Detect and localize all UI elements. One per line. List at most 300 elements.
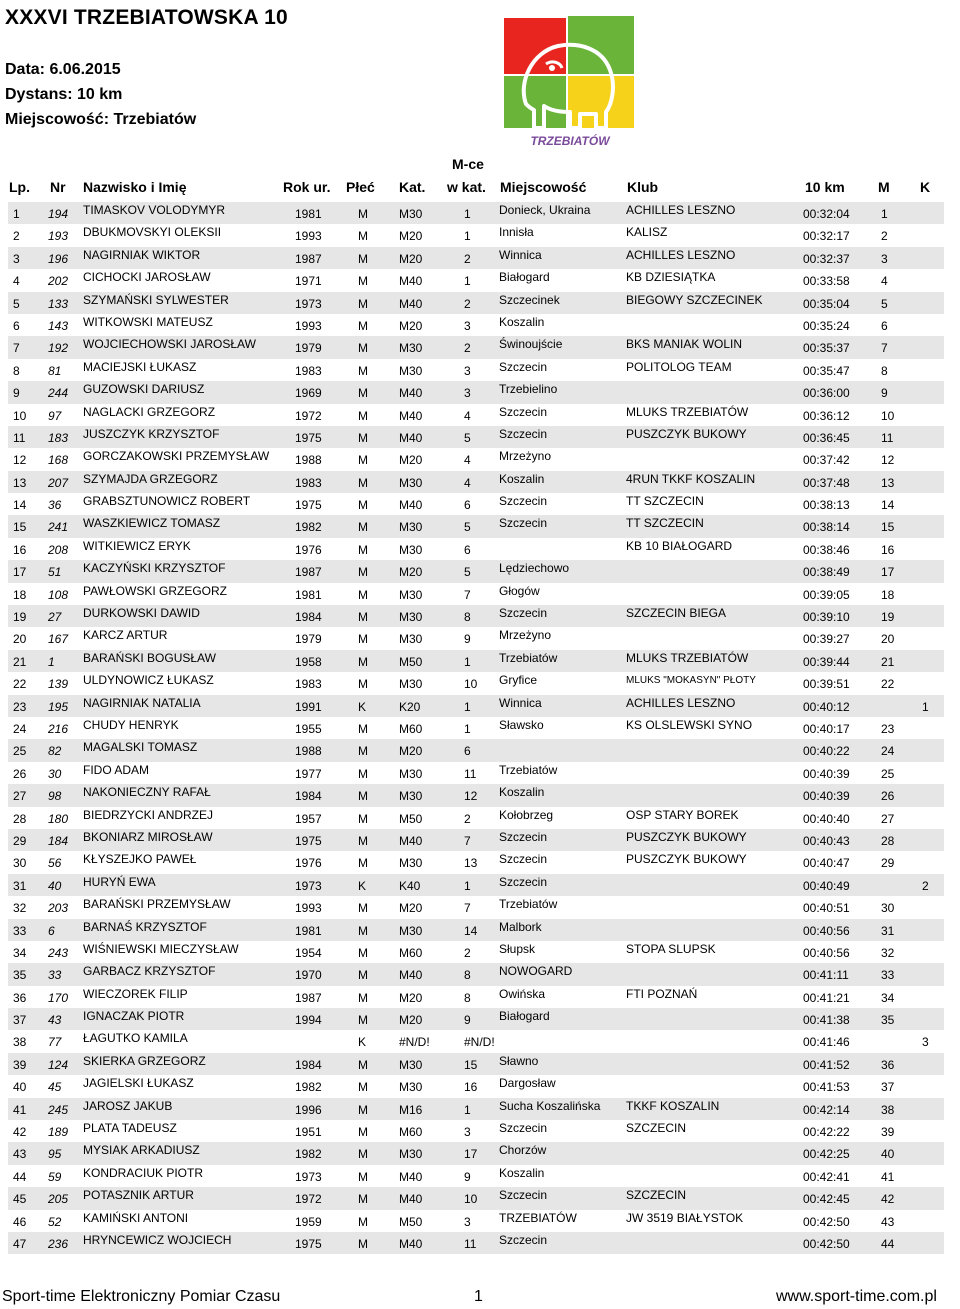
row-position: 6 <box>13 318 20 333</box>
row-position: 32 <box>13 901 27 916</box>
row-time: 00:40:39 <box>803 766 850 781</box>
row-name: PAWŁOWSKI GRZEGORZ <box>83 583 228 598</box>
row-city: Dargosław <box>499 1076 556 1091</box>
table-row <box>0 627 960 649</box>
table-row <box>0 896 960 918</box>
row-birth-year: 1955 <box>295 721 322 736</box>
row-birth-year: 1984 <box>295 610 322 625</box>
row-club: KB 10 BIAŁOGARD <box>626 538 733 553</box>
row-bib: 108 <box>48 587 69 602</box>
row-position: 34 <box>13 945 27 960</box>
row-city: Trzebielino <box>499 382 558 397</box>
row-sex: M <box>358 386 368 401</box>
row-name: ŁAGUTKO KAMILA <box>83 1031 188 1046</box>
table-row <box>0 1098 960 1120</box>
row-place-m: 12 <box>881 453 895 468</box>
row-birth-year: 1982 <box>295 1080 322 1095</box>
row-category: M40 <box>399 386 423 401</box>
row-category: M30 <box>399 542 423 557</box>
row-bib: 193 <box>48 229 69 244</box>
footer-page-number: 1 <box>474 1288 483 1305</box>
row-place-m: 18 <box>881 587 895 602</box>
table-row <box>0 807 960 829</box>
row-name: KONDRACIUK PIOTR <box>83 1165 204 1180</box>
row-club: MLUKS TRZEBIATÓW <box>626 650 749 665</box>
row-category-place: 4 <box>464 408 471 423</box>
row-place-m: 36 <box>881 1057 895 1072</box>
row-name: MYSIAK ARKADIUSZ <box>83 1143 200 1158</box>
row-position: 33 <box>13 923 27 938</box>
row-sex: M <box>358 430 368 445</box>
row-bib: 45 <box>48 1080 62 1095</box>
row-category: M30 <box>399 766 423 781</box>
row-birth-year: 1979 <box>295 632 322 647</box>
row-bib: 6 <box>48 923 55 938</box>
row-sex: K <box>358 1035 367 1050</box>
row-club: TKKF KOSZALIN <box>626 1098 720 1113</box>
table-row <box>0 269 960 291</box>
row-category: M16 <box>399 1102 423 1117</box>
row-place-m: 6 <box>881 318 888 333</box>
row-sex: K <box>358 878 367 893</box>
row-position: 27 <box>13 789 27 804</box>
row-birth-year: 1993 <box>295 229 322 244</box>
row-time: 00:42:25 <box>803 1147 850 1162</box>
row-sex: M <box>358 520 368 535</box>
row-time: 00:41:52 <box>803 1057 850 1072</box>
row-place-m: 30 <box>881 901 895 916</box>
row-bib: 216 <box>48 721 69 736</box>
row-place-m: 19 <box>881 610 895 625</box>
row-club: SZCZECIN <box>626 1188 686 1203</box>
row-bib: 95 <box>48 1147 62 1162</box>
row-category: M30 <box>399 1057 423 1072</box>
row-category-place: 17 <box>464 1147 478 1162</box>
row-birth-year: 1958 <box>295 654 322 669</box>
row-bib: 82 <box>48 744 62 759</box>
table-row <box>0 583 960 605</box>
row-position: 35 <box>13 968 27 983</box>
row-name: JAROSZ JAKUB <box>83 1098 173 1113</box>
row-place-m: 28 <box>881 833 895 848</box>
row-place-k: 3 <box>922 1035 929 1050</box>
row-club: POLITOLOG TEAM <box>626 359 732 374</box>
row-name: KARCZ ARTUR <box>83 628 168 643</box>
row-club: STOPA SLUPSK <box>626 941 716 956</box>
row-time: 00:41:53 <box>803 1080 850 1095</box>
row-birth-year: 1996 <box>295 1102 322 1117</box>
row-sex: M <box>358 856 368 871</box>
row-name: GORCZAKOWSKI PRZEMYSŁAW <box>83 449 270 464</box>
row-time: 00:33:58 <box>803 274 850 289</box>
row-category-place: 3 <box>464 386 471 401</box>
row-category: M20 <box>399 565 423 580</box>
row-category: M40 <box>399 1192 423 1207</box>
row-birth-year: 1987 <box>295 565 322 580</box>
row-category-place: 3 <box>464 1125 471 1140</box>
row-city: Donieck, Ukraina <box>499 203 591 217</box>
row-birth-year: 1973 <box>295 1169 322 1184</box>
row-category: M30 <box>399 923 423 938</box>
row-bib: 205 <box>48 1192 69 1207</box>
row-club: PUSZCZYK BUKOWY <box>626 426 747 441</box>
row-category-place: 6 <box>464 744 471 759</box>
table-row <box>0 426 960 448</box>
row-category: M40 <box>399 1236 423 1251</box>
row-sex: M <box>358 475 368 490</box>
row-category: M40 <box>399 430 423 445</box>
row-sex: M <box>358 1013 368 1028</box>
row-sex: M <box>358 318 368 333</box>
row-birth-year: 1991 <box>295 699 322 714</box>
row-time: 00:35:47 <box>803 363 850 378</box>
row-position: 13 <box>13 475 27 490</box>
row-birth-year: 1976 <box>295 542 322 557</box>
row-time: 00:36:45 <box>803 430 850 445</box>
row-birth-year: 1977 <box>295 766 322 781</box>
row-category: M20 <box>399 229 423 244</box>
row-bib: 77 <box>48 1035 62 1050</box>
row-category: M30 <box>399 475 423 490</box>
row-position: 45 <box>13 1192 27 1207</box>
row-category: M50 <box>399 654 423 669</box>
row-club: 4RUN TKKF KOSZALIN <box>626 471 756 486</box>
row-place-m: 31 <box>881 923 895 938</box>
row-category-place: 14 <box>464 923 478 938</box>
row-bib: 207 <box>48 475 69 490</box>
row-time: 00:32:37 <box>803 251 850 266</box>
row-club: KS OLSLEWSKI SYNO <box>626 717 753 732</box>
row-time: 00:42:50 <box>803 1214 850 1229</box>
row-sex: M <box>358 1057 368 1072</box>
row-category: M40 <box>399 296 423 311</box>
row-bib: 124 <box>48 1057 69 1072</box>
row-bib: 202 <box>48 274 69 289</box>
row-position: 5 <box>13 296 20 311</box>
row-sex: M <box>358 587 368 602</box>
row-place-m: 1 <box>881 207 888 221</box>
row-place-m: 32 <box>881 945 895 960</box>
row-position: 10 <box>13 408 27 423</box>
row-name: BARAŃSKI BOGUSŁAW <box>83 650 216 665</box>
row-city: Malbork <box>499 919 542 934</box>
row-birth-year: 1984 <box>295 1057 322 1072</box>
row-birth-year: 1981 <box>295 923 322 938</box>
row-sex: M <box>358 744 368 759</box>
row-sex: M <box>358 632 368 647</box>
row-position: 38 <box>13 1035 27 1050</box>
row-category-place: 1 <box>464 229 471 244</box>
row-name: CHUDY HENRYK <box>83 717 179 732</box>
row-birth-year: 1973 <box>295 878 322 893</box>
row-name: WIECZOREK FILIP <box>83 986 188 1001</box>
row-time: 00:35:04 <box>803 296 850 311</box>
table-row <box>0 695 960 717</box>
row-place-m: 38 <box>881 1102 895 1117</box>
row-time: 00:40:12 <box>803 699 850 714</box>
row-bib: 184 <box>48 833 69 848</box>
row-time: 00:37:48 <box>803 475 850 490</box>
row-name: JUSZCZYK KRZYSZTOF <box>83 426 220 441</box>
row-position: 4 <box>13 274 20 289</box>
row-club: SZCZECIN BIEGA <box>626 606 727 621</box>
row-sex: M <box>358 1125 368 1140</box>
row-place-m: 27 <box>881 811 895 826</box>
row-sex: M <box>358 1080 368 1095</box>
row-city: Szczecin <box>499 829 548 844</box>
row-name: GUZOWSKI DARIUSZ <box>83 382 205 397</box>
row-time: 00:38:13 <box>803 498 850 513</box>
row-sex: M <box>358 296 368 311</box>
row-name: SKIERKA GRZEGORZ <box>83 1053 206 1068</box>
row-category: M30 <box>399 520 423 535</box>
row-place-m: 34 <box>881 990 895 1005</box>
row-name: NAGLACKI GRZEGORZ <box>83 404 216 419</box>
row-position: 2 <box>13 229 20 244</box>
row-time: 00:40:51 <box>803 901 850 916</box>
table-row <box>0 471 960 493</box>
trzebiatow-logo <box>498 12 642 152</box>
row-time: 00:39:51 <box>803 677 850 692</box>
row-time: 00:40:17 <box>803 721 850 736</box>
row-time: 00:40:22 <box>803 744 850 759</box>
row-bib: 189 <box>48 1125 69 1140</box>
row-category-place: 11 <box>464 766 477 781</box>
row-city: Szczecin <box>499 404 548 419</box>
row-position: 17 <box>13 565 27 580</box>
row-club: FTI POZNAŃ <box>626 986 698 1001</box>
col-year: Rok ur. <box>283 179 331 195</box>
table-row <box>0 448 960 470</box>
row-sex: M <box>358 341 368 356</box>
row-bib: 97 <box>48 408 62 423</box>
row-bib: 236 <box>48 1236 69 1251</box>
row-name: NAGIRNIAK NATALIA <box>83 695 201 710</box>
row-position: 41 <box>13 1102 27 1117</box>
row-category: M30 <box>399 856 423 871</box>
row-time: 00:39:44 <box>803 654 850 669</box>
row-city: TRZEBIATÓW <box>499 1210 577 1225</box>
row-position: 18 <box>13 587 27 602</box>
row-birth-year: 1984 <box>295 789 322 804</box>
table-row <box>0 1142 960 1164</box>
row-sex: M <box>358 229 368 244</box>
row-category-place: 1 <box>464 1102 471 1117</box>
row-position: 21 <box>13 654 27 669</box>
table-row <box>0 829 960 851</box>
row-birth-year: 1975 <box>295 498 322 513</box>
row-category: M30 <box>399 363 423 378</box>
table-row <box>0 1075 960 1097</box>
row-category: M40 <box>399 408 423 423</box>
row-time: 00:38:46 <box>803 542 850 557</box>
row-name: KŁYSZEJKO PAWEŁ <box>83 852 197 867</box>
row-city: Koszalin <box>499 1165 545 1180</box>
row-sex: M <box>358 677 368 692</box>
row-time: 00:35:24 <box>803 318 850 333</box>
row-position: 24 <box>13 721 27 736</box>
table-row <box>0 381 960 403</box>
row-category: M60 <box>399 721 423 736</box>
row-category: M30 <box>399 677 423 692</box>
row-place-m: 43 <box>881 1214 895 1229</box>
row-birth-year: 1983 <box>295 475 322 490</box>
row-place-m: 8 <box>881 363 888 378</box>
row-position: 47 <box>13 1236 27 1251</box>
row-position: 37 <box>13 1013 27 1028</box>
row-city: Białogard <box>499 1009 550 1024</box>
row-name: JAGIELSKI ŁUKASZ <box>83 1076 194 1091</box>
row-place-m: 17 <box>881 565 895 580</box>
row-category: K20 <box>399 699 421 714</box>
row-birth-year: 1979 <box>295 341 322 356</box>
row-bib: 139 <box>48 677 69 692</box>
row-category-place: 12 <box>464 789 478 804</box>
footer-left: Sport-time Elektroniczny Pomiar Czasu <box>2 1288 281 1305</box>
table-row <box>0 1030 960 1052</box>
row-bib: 180 <box>48 811 69 826</box>
row-category: M20 <box>399 1013 423 1028</box>
row-bib: 208 <box>48 542 69 557</box>
row-city: Winnica <box>499 247 542 262</box>
race-location: Miejscowość: Trzebiatów <box>5 111 197 128</box>
row-category-place: 8 <box>464 610 471 625</box>
row-position: 7 <box>13 341 20 356</box>
row-name: BARNAŚ KRZYSZTOF <box>83 919 207 934</box>
row-bib: 59 <box>48 1169 62 1184</box>
row-place-m: 44 <box>881 1236 895 1251</box>
row-time: 00:32:04 <box>803 207 850 221</box>
row-bib: 81 <box>48 363 62 378</box>
row-place-m: 9 <box>881 386 888 401</box>
table-row <box>0 359 960 381</box>
row-city: Koszalin <box>499 314 545 329</box>
row-category: M30 <box>399 1147 423 1162</box>
row-birth-year: 1981 <box>295 207 322 221</box>
row-category-place: 2 <box>464 296 471 311</box>
col-club: Klub <box>627 179 659 195</box>
table-row <box>0 605 960 627</box>
row-club: MLUKS "MOKASYN" PŁOTY <box>626 675 756 687</box>
row-bib: 196 <box>48 251 69 266</box>
row-category-place: 1 <box>464 654 471 669</box>
table-row <box>0 292 960 314</box>
row-city: Mrzeżyno <box>499 628 552 643</box>
row-position: 29 <box>13 833 27 848</box>
row-time: 00:42:14 <box>803 1102 850 1117</box>
row-category-place: 1 <box>464 878 471 893</box>
row-city: Trzebiatów <box>499 650 558 665</box>
row-category: M30 <box>399 610 423 625</box>
row-club: PUSZCZYK BUKOWY <box>626 852 747 867</box>
row-place-m: 13 <box>881 475 895 490</box>
row-sex: M <box>358 1192 368 1207</box>
row-category-place: 11 <box>464 1236 477 1251</box>
row-birth-year: 1975 <box>295 833 322 848</box>
row-place-m: 29 <box>881 856 895 871</box>
row-bib: 195 <box>48 699 69 714</box>
row-name: WOJCIECHOWSKI JAROSŁAW <box>83 337 256 352</box>
row-name: WITKOWSKI MATEUSZ <box>83 314 213 329</box>
footer-right: www.sport-time.com.pl <box>776 1288 937 1305</box>
table-row <box>0 314 960 336</box>
row-position: 25 <box>13 744 27 759</box>
table-row <box>0 672 960 694</box>
row-club: SZCZECIN <box>626 1121 686 1136</box>
row-category-place: 2 <box>464 945 471 960</box>
row-city: Koszalin <box>499 471 545 486</box>
row-name: ULDYNOWICZ ŁUKASZ <box>83 673 214 688</box>
row-time: 00:40:39 <box>803 789 850 804</box>
row-bib: 36 <box>48 498 62 513</box>
row-city: Sucha Koszalińska <box>499 1098 601 1113</box>
row-category-place: 5 <box>464 520 471 535</box>
row-category-place: 8 <box>464 990 471 1005</box>
row-category: M30 <box>399 587 423 602</box>
row-club: ACHILLES LESZNO <box>626 695 736 710</box>
row-sex: M <box>358 833 368 848</box>
row-place-m: 16 <box>881 542 895 557</box>
table-row <box>0 560 960 582</box>
race-distance: Dystans: 10 km <box>5 86 123 103</box>
col-time: 10 km <box>805 179 845 195</box>
row-sex: M <box>358 1214 368 1229</box>
row-position: 46 <box>13 1214 27 1229</box>
row-bib: 241 <box>48 520 69 535</box>
row-name: WASZKIEWICZ TOMASZ <box>83 516 221 531</box>
table-row <box>0 717 960 739</box>
row-category: M20 <box>399 990 423 1005</box>
row-time: 00:40:49 <box>803 878 850 893</box>
row-place-m: 21 <box>881 654 895 669</box>
row-category-place: 7 <box>464 587 471 602</box>
row-club: TT SZCZECIN <box>626 494 704 509</box>
row-category-place: 1 <box>464 207 471 221</box>
row-sex: M <box>358 654 368 669</box>
row-birth-year: 1987 <box>295 251 322 266</box>
row-position: 22 <box>13 677 27 692</box>
col-city: Miejscowość <box>500 179 587 195</box>
row-sex: M <box>358 1147 368 1162</box>
row-name: NAKONIECZNY RAFAŁ <box>83 785 211 800</box>
row-category: M30 <box>399 632 423 647</box>
row-time: 00:39:10 <box>803 610 850 625</box>
row-time: 00:40:56 <box>803 945 850 960</box>
col-nr: Nr <box>50 179 66 195</box>
row-time: 00:42:50 <box>803 1236 850 1251</box>
table-row <box>0 1232 960 1254</box>
row-category: M40 <box>399 833 423 848</box>
row-bib: 40 <box>48 878 62 893</box>
row-club: KALISZ <box>626 225 668 240</box>
row-time: 00:40:40 <box>803 811 850 826</box>
row-city: Innisła <box>499 225 534 240</box>
row-time: 00:40:43 <box>803 833 850 848</box>
row-birth-year: 1957 <box>295 811 322 826</box>
table-row <box>0 941 960 963</box>
row-time: 00:32:17 <box>803 229 850 244</box>
row-name: SZYMAJDA GRZEGORZ <box>83 471 218 486</box>
col-m: M <box>878 179 890 195</box>
row-sex: M <box>358 923 368 938</box>
row-club: TT SZCZECIN <box>626 516 704 531</box>
row-time: 00:36:12 <box>803 408 850 423</box>
row-bib: 27 <box>48 610 62 625</box>
table-row <box>0 784 960 806</box>
row-time: 00:41:38 <box>803 1013 850 1028</box>
row-name: WITKIEWICZ ERYK <box>83 538 191 553</box>
row-position: 16 <box>13 542 27 557</box>
